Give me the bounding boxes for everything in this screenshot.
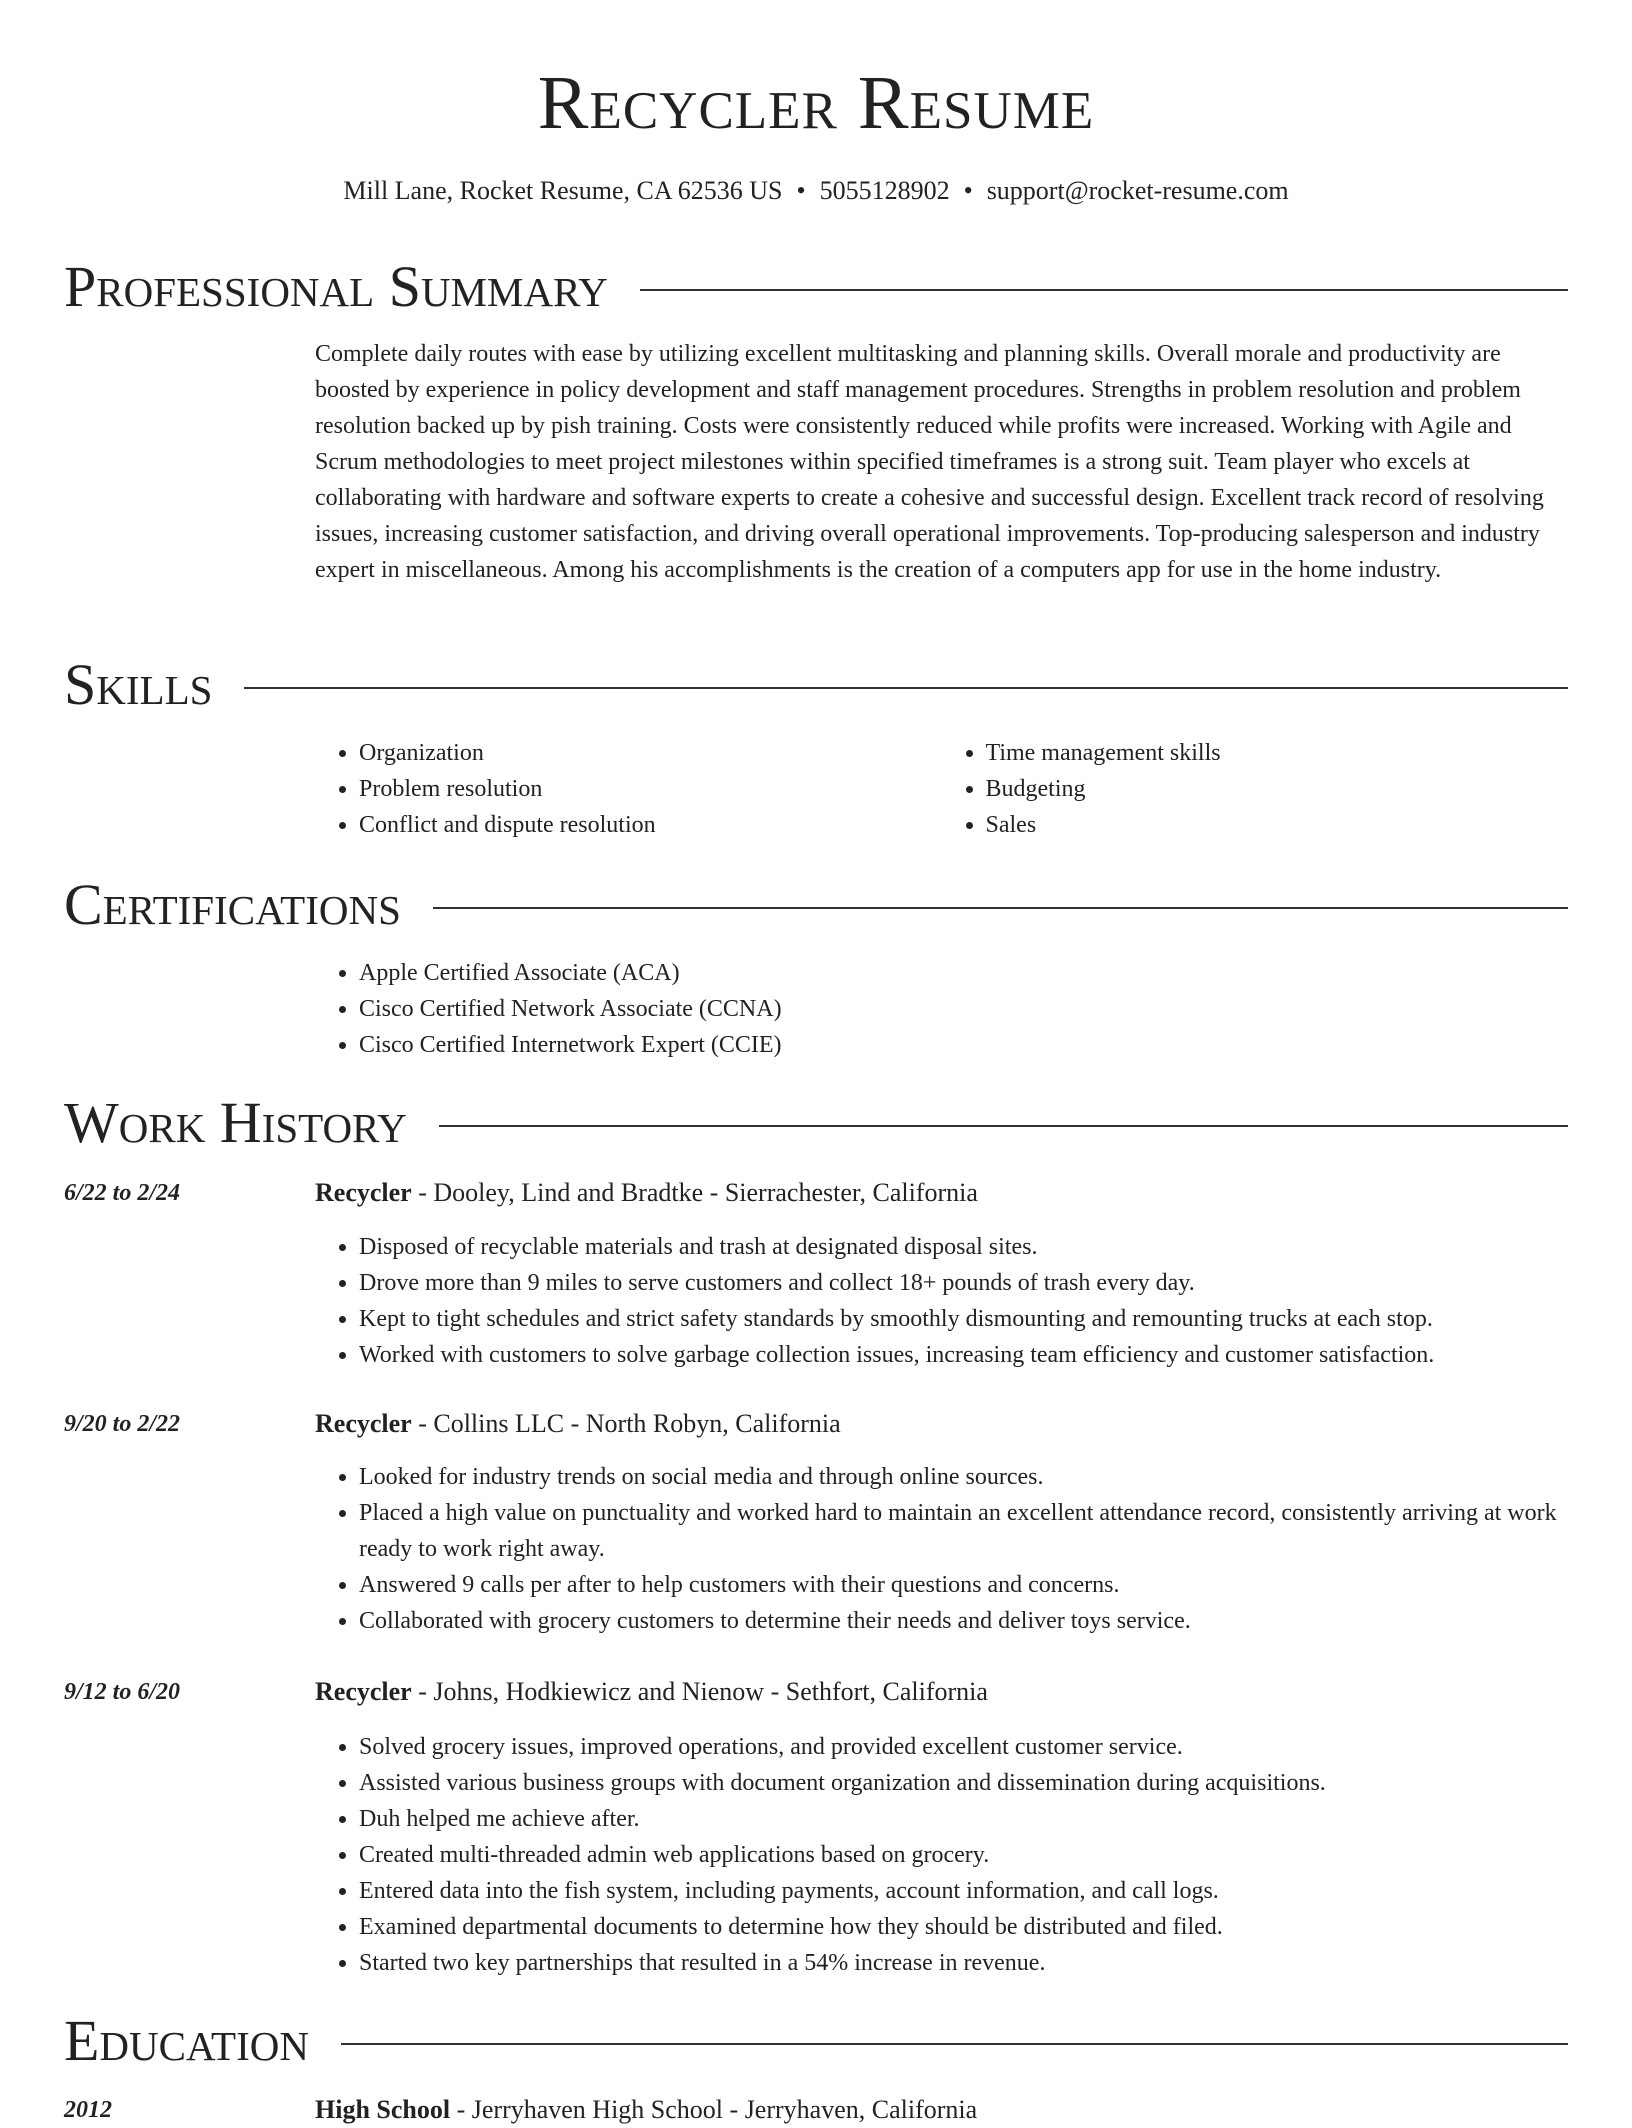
job-dates: 6/22 to 2/24 bbox=[64, 1180, 181, 1206]
job-bullet: • Examined departmental documents to determine how they should be distributed and filed. bbox=[359, 1909, 1568, 1945]
education-line bbox=[315, 2092, 1568, 2128]
certification-item: • Cisco Certified Network Associate (CCNA) bbox=[359, 991, 1568, 1027]
education-heading: Education bbox=[64, 2008, 309, 2073]
contact-address: Mill Lane, Rocket Resume, CA 62536 US bbox=[343, 176, 783, 205]
education-year: 2012 bbox=[64, 2097, 112, 2123]
section-divider bbox=[244, 687, 1568, 689]
certification-item: • Apple Certified Associate (ACA) bbox=[359, 955, 1568, 991]
skills-list-right bbox=[942, 735, 1569, 843]
job-title: Recycler bbox=[315, 1409, 412, 1438]
section-divider bbox=[341, 2043, 1568, 2045]
job-bullet: • Disposed of recyclable materials and trash at designated disposal sites. bbox=[359, 1229, 1568, 1265]
certifications-heading: Certifications bbox=[64, 872, 401, 937]
skill-item: • Sales bbox=[986, 807, 1569, 843]
summary-text: Complete daily routes with ease by utilizing excellent multitasking and planning skills. Overall morale and productivity are boosted by experience in policy development and staff management procedures. Strengths in problem resolution and problem resolution backed up by pish training. Costs were consistently reduced while profits were increased. Working with Agile and Scrum methodologies to meet project milestones within specified timeframes is a strong suit. Team player who excels at collaborating with hardware and software experts to create a cohesive and successful design. Excellent track record of resolving issues, increasing customer satisfaction, and driving overall operational improvements. Top-producing salesperson and industry expert in miscellaneous. Among his accomplishments is the creation of a computers app for use in the home industry. bbox=[315, 341, 1544, 583]
job-bullet: • Drove more than 9 miles to serve customers and collect 18+ pounds of trash every day. bbox=[359, 1265, 1568, 1301]
contact-email: support@rocket-resume.com bbox=[986, 176, 1289, 205]
skill-item: • Time management skills bbox=[986, 735, 1569, 771]
job-bullet: • Looked for industry trends on social media and through online sources. bbox=[359, 1459, 1568, 1495]
contact-separator: • bbox=[796, 176, 806, 205]
job-bullet: • Created multi-threaded admin web applications based on grocery. bbox=[359, 1837, 1568, 1873]
certifications-list bbox=[315, 955, 1568, 1063]
certification-item: • Cisco Certified Internetwork Expert (CCIE) bbox=[359, 1027, 1568, 1063]
contact-phone: 5055128902 bbox=[819, 176, 950, 205]
job-bullets bbox=[315, 1229, 1568, 1373]
job-body bbox=[315, 1459, 1568, 1639]
skills-heading: Skills bbox=[64, 652, 213, 717]
certifications-body bbox=[315, 955, 1568, 1063]
summary-body bbox=[315, 336, 1568, 588]
job-employer: - Johns, Hodkiewicz and Nienow - Sethfort, California bbox=[411, 1677, 988, 1706]
work-section-header bbox=[64, 1091, 1568, 1155]
job-employer: - Collins LLC - North Robyn, California bbox=[411, 1409, 841, 1438]
certifications-section-header bbox=[64, 873, 1568, 937]
skills-list-left bbox=[315, 735, 942, 843]
job-dates: 9/20 to 2/22 bbox=[64, 1411, 181, 1437]
work-heading: Work History bbox=[64, 1090, 407, 1155]
job-dates: 9/12 to 6/20 bbox=[64, 1679, 181, 1705]
job-bullet: • Entered data into the fish system, including payments, account information, and call logs. bbox=[359, 1873, 1568, 1909]
job-bullet: • Duh helped me achieve after. bbox=[359, 1801, 1568, 1837]
job-body bbox=[315, 1229, 1568, 1373]
job-bullet: • Placed a high value on punctuality and worked hard to maintain an excellent attendance record, consistently arriving at work ready to work right away. bbox=[359, 1495, 1568, 1567]
job-bullet: • Worked with customers to solve garbage collection issues, increasing team efficiency and customer satisfaction. bbox=[359, 1337, 1568, 1373]
skill-item: • Problem resolution bbox=[359, 771, 942, 807]
section-divider bbox=[640, 289, 1568, 291]
resume-name: Recycler Resume bbox=[537, 61, 1095, 145]
job-bullet: • Solved grocery issues, improved operations, and provided excellent customer service. bbox=[359, 1729, 1568, 1765]
summary-section-header bbox=[64, 255, 1568, 319]
skill-item: • Budgeting bbox=[986, 771, 1569, 807]
job-bullet: • Answered 9 calls per after to help customers with their questions and concerns. bbox=[359, 1567, 1568, 1603]
education-section-header bbox=[64, 2009, 1568, 2073]
skills-body bbox=[315, 735, 1568, 843]
education-school: - Jerryhaven High School - Jerryhaven, California bbox=[450, 2095, 978, 2124]
skill-item: • Organization bbox=[359, 735, 942, 771]
education-degree: High School bbox=[315, 2095, 451, 2124]
job-title: Recycler bbox=[315, 1677, 412, 1706]
job-bullet: • Kept to tight schedules and strict safety standards by smoothly dismounting and remounting trucks at each stop. bbox=[359, 1301, 1568, 1337]
job-bullets bbox=[315, 1729, 1568, 1981]
job-title: Recycler bbox=[315, 1178, 412, 1207]
job-title-line bbox=[315, 1674, 1568, 1710]
section-divider bbox=[439, 1125, 1568, 1127]
job-title-line bbox=[315, 1175, 1568, 1211]
job-title-line bbox=[315, 1406, 1568, 1442]
job-body bbox=[315, 1729, 1568, 1981]
summary-heading: Professional Summary bbox=[64, 254, 608, 319]
skill-item: • Conflict and dispute resolution bbox=[359, 807, 942, 843]
job-bullet: • Collaborated with grocery customers to determine their needs and deliver toys service. bbox=[359, 1603, 1568, 1639]
contact-separator: • bbox=[963, 176, 973, 205]
job-bullet: • Assisted various business groups with document organization and dissemination during acquisitions. bbox=[359, 1765, 1568, 1801]
job-employer: - Dooley, Lind and Bradtke - Sierrachester, California bbox=[411, 1178, 978, 1207]
contact-line bbox=[64, 174, 1568, 208]
section-divider bbox=[433, 907, 1568, 909]
job-bullet: • Started two key partnerships that resulted in a 54% increase in revenue. bbox=[359, 1945, 1568, 1981]
job-bullets bbox=[315, 1459, 1568, 1639]
skills-section-header bbox=[64, 653, 1568, 717]
